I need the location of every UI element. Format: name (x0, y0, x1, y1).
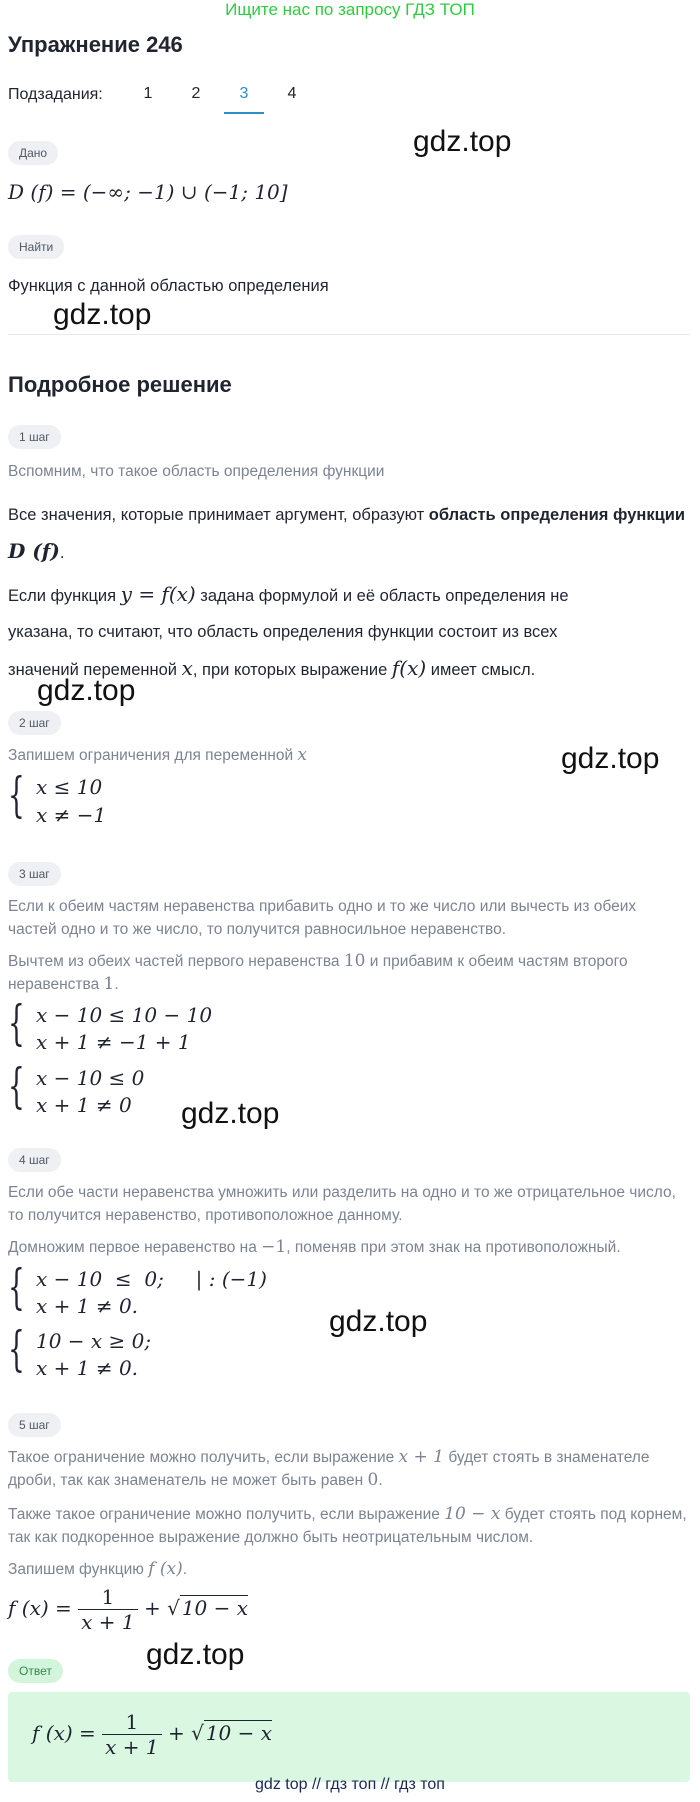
function-formula: f (x) = $\frac{1}{x + 1}$ + √ 10 − x (8, 1585, 249, 1634)
step-5-hint-1: Такое ограничение можно получить, если выражение x + 1 будет стоять в знаменателе дроби, так как знаменатель не может быть равен 0. (8, 1447, 650, 1490)
system-line: x − 10 ≤ 10 − 10 (36, 1003, 213, 1027)
footer-links[interactable]: gdz top // гдз топ // гдз топ (255, 1776, 445, 1793)
system-brace: { (8, 767, 25, 823)
system-brace: { (8, 995, 25, 1051)
step-5-hint-2: Также такое ограничение можно получить, если выражение 10 − x будет стоять под корнем, так как подкоренное выражение должно быть неотрицательным числом. (8, 1504, 687, 1546)
step-1-paragraph-2: Если функция y = f(x) задана формулой и её область определения не указана, то считают, что область определения функции состоит из всех значений переменной x, при которых выражение f(x) имеет смысл. (8, 582, 569, 680)
step-5-hint-3: Запишем функцию f (x). (8, 1559, 188, 1579)
watermark: gdz.top (53, 298, 152, 331)
subtasks-label: Подзадания: (8, 86, 103, 103)
step-4-hint-2: Домножим первое неравенство на −1, поменяв при этом знак на противоположный. (8, 1237, 621, 1257)
step-1-paragraph-1: Все значения, которые принимает аргумент, образуют область определения функции D (f). (8, 506, 686, 563)
watermark: gdz.top (413, 125, 512, 158)
system-line: x + 1 ≠ −1 + 1 (36, 1030, 191, 1054)
step-5-badge: 5 шаг (8, 1413, 61, 1437)
step-1-badge: 1 шаг (8, 425, 61, 449)
step-2-badge: 2 шаг (8, 711, 61, 735)
find-badge: Найти (8, 235, 64, 259)
divider (8, 334, 690, 335)
system-brace: { (8, 1058, 25, 1114)
system-line: x − 10 ≤ 0; | : (−1) (36, 1267, 267, 1291)
step-3-hint-1: Если к обеим частям неравенства прибавить одно и то же число или вычесть из обеих частей одно и то же число, то получится равносильное неравенство. (8, 898, 637, 938)
answer-formula: f (x) = $\frac{1}{x + 1}$ + √ 10 − x (32, 1710, 273, 1759)
step-3-badge: 3 шаг (8, 862, 61, 886)
system-line: x + 1 ≠ 0 (36, 1093, 132, 1117)
step-2-hint: Запишем ограничения для переменной x (8, 745, 308, 765)
find-text: Функция с данной областью определения (8, 277, 329, 295)
domain-formula: D (f) = (−∞; −1) ∪ (−1; 10] (8, 180, 288, 204)
system-line: x + 1 ≠ 0. (36, 1356, 139, 1380)
search-hint-link[interactable]: Ищите нас по запросу ГДЗ ТОП (225, 0, 475, 19)
watermark: gdz.top (181, 1097, 280, 1130)
watermark: gdz.top (329, 1305, 428, 1338)
system-line: 10 − x ≥ 0; (36, 1329, 152, 1353)
tab-subtask-3[interactable]: 3 (224, 76, 264, 114)
tab-subtask-4[interactable]: 4 (287, 85, 297, 102)
page-title: Упражнение 246 (8, 32, 183, 57)
watermark: gdz.top (146, 1638, 245, 1671)
step-4-badge: 4 шаг (8, 1148, 61, 1172)
solution-title: Подробное решение (8, 372, 232, 397)
system-line: x + 1 ≠ 0. (36, 1294, 139, 1318)
system-line: x ≤ 10 (36, 775, 103, 799)
step-1-hint: Вспомним, что такое область определения функции (8, 463, 385, 480)
given-badge: Дано (8, 141, 58, 165)
tab-subtask-2[interactable]: 2 (191, 85, 201, 102)
step-4-hint-1: Если обе части неравенства умножить или разделить на одно и то же отрицательное число, то получится неравенство, противоположное данному. (8, 1184, 676, 1224)
system-line: x ≠ −1 (36, 803, 107, 827)
watermark: gdz.top (37, 674, 136, 707)
step-3-hint-2: Вычтем из обеих частей первого неравенства 10 и прибавим к обеим частям второго неравенства 1. (8, 951, 628, 994)
system-line: x − 10 ≤ 0 (36, 1066, 145, 1090)
tab-subtask-1[interactable]: 1 (143, 85, 153, 102)
answer-badge: Ответ (8, 1659, 63, 1683)
system-brace: { (8, 1321, 25, 1377)
system-brace: { (8, 1259, 25, 1315)
watermark: gdz.top (561, 742, 660, 775)
